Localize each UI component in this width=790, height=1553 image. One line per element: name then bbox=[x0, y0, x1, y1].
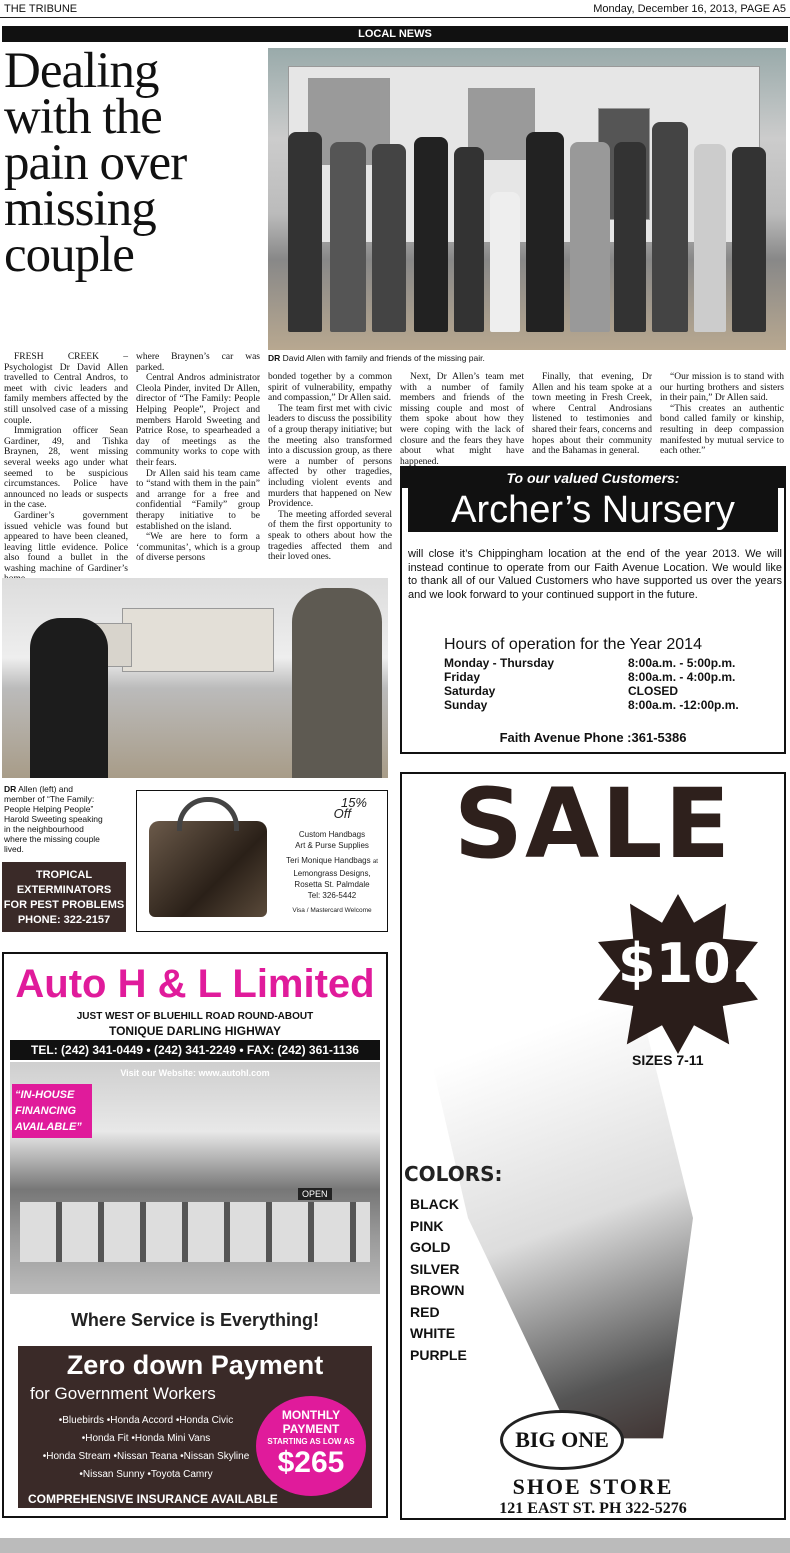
photo1-caption: DR David Allen with family and friends of the missing pair. bbox=[268, 353, 485, 363]
person-left bbox=[30, 618, 108, 778]
archers-name: Archer’s Nursery bbox=[408, 488, 778, 532]
newspaper-name: THE TRIBUNE bbox=[4, 3, 78, 15]
street-photo bbox=[2, 578, 388, 778]
date-page: Monday, December 16, 2013, PAGE A5 bbox=[593, 3, 786, 15]
models-list: •Bluebirds •Honda Accord •Honda Civic •Honda Fit •Honda Mini Vans •Honda Stream •Nissan Teana •Nissan Skyline •Nissan Sunny •Toyota Camry bbox=[42, 1415, 250, 1480]
article-col-4: Next, Dr Allen’s team met with a number of family members and friends of the missing couple and most of them spoke about how they were coping with the lack of closure and the fears they have about what might have happened. bbox=[400, 372, 524, 467]
zero-down-box bbox=[18, 1346, 372, 1508]
sale-price: $10.00 bbox=[618, 932, 785, 995]
article-col-2: where Braynen’s car was parked. Central Andros administrator Cleola Pinder, invited Dr Allen, director of “The Family: People Helping People”, Project and members Harold Sweeting and Patrice Rose, to spearheaded a day of meetings as the community works to cope with their fears. Dr Allen said his team came to “stand with them in the pain” and arrange for a free and confidential “Family” group therapy initiative to be established on the island. “We are here to form a ‘communitas’, which is a group of diverse persons bbox=[136, 352, 260, 564]
zero-down-title: Zero down Payment bbox=[66, 1350, 324, 1380]
discount-percent: 15% bbox=[340, 795, 367, 810]
article-col-3: bonded together by a common spirit of vulnerability, empathy and compassion,” Dr Allen said. The team first met with civic leaders to discuss the possibility of a group therapy initiative; but the meeting also transformed into a discussion group, as there were a number of persons affected by other tragedies, including violent events and murders that happened on New Providence. The meeting afforded several of them the first opportunity to speak to others about how the tragedies affected them and their loved ones. bbox=[268, 372, 392, 563]
archers-band: To our valued Customers: bbox=[402, 468, 784, 488]
article-col-5: Finally, that evening, Dr Allen and his team spoke at a town meeting in Fresh Creek, where Central Androsians listened to testimonies and shared their fears, concerns and hopes about their community and the Bahamas in general. bbox=[532, 372, 653, 457]
financing-badge: “IN-HOUSE FINANCING AVAILABLE” bbox=[12, 1084, 92, 1138]
colors-list: BLACK PINK GOLD SILVER BROWN RED WHITE PURPLE bbox=[410, 1196, 467, 1363]
headline-line: pain over bbox=[4, 135, 187, 191]
footer-band bbox=[0, 1538, 790, 1553]
auto-hl-ad bbox=[2, 952, 388, 1518]
article-headline bbox=[4, 43, 266, 283]
headline-line: with the bbox=[4, 89, 162, 145]
car-lot-photo bbox=[10, 1062, 380, 1294]
archers-body: will close it’s Chippingham location at the end of the year 2013. We will instead continue to operate from our Faith Avenue Location. We would like to thank all of our Valued Customers who have supported us over the years and we look forward to your continued support in the future. bbox=[408, 548, 782, 601]
sale-title: SALE bbox=[453, 768, 733, 880]
archers-phone: Faith Avenue Phone :361-5386 bbox=[499, 730, 687, 745]
auto-phone-bar: TEL: (242) 341-0449 • (242) 341-2249 • FAX: (242) 361-1136 bbox=[10, 1040, 380, 1060]
govt-workers: for Government Workers bbox=[30, 1384, 216, 1403]
house bbox=[122, 608, 274, 672]
colors-title: COLORS: bbox=[404, 1162, 503, 1186]
shoe-sale-ad bbox=[400, 768, 786, 1520]
headline-line: couple bbox=[4, 227, 134, 283]
auto-website: Visit our Website: www.autohl.com bbox=[120, 1068, 270, 1078]
insurance: COMPREHENSIVE INSURANCE AVAILABLE bbox=[28, 1492, 278, 1506]
big-one-logo: BIG ONE bbox=[500, 1410, 624, 1470]
auto-slogan: Where Service is Everything! bbox=[70, 1310, 320, 1330]
headline-line: missing bbox=[4, 181, 156, 237]
headline-line: Dealing bbox=[4, 43, 159, 99]
section-bar: LOCAL NEWS bbox=[2, 26, 788, 42]
handbag-image bbox=[149, 821, 267, 917]
hours-title: Hours of operation for the Year 2014 bbox=[444, 636, 702, 653]
header-rule bbox=[0, 17, 790, 18]
article-col-1: FRESH CREEK – Psychologist Dr David Allen travelled to Central Andros, to meet with civic leaders and family members affected by the still unsolved case of a missing couple. Immigration officer Sean Gardiner, 49, and Tishka Braynen, 28, went missing several weeks ago under what seemed to be suspicious circumstances. Police have announced no leads or suspects in the case. Gardiner’s government issued vehicle was found but appeared to have been cleaned, leaving little evidence. Police also found a bullet in the washing machine of Gardiner’s bbox=[4, 352, 128, 574]
discount-off: Off bbox=[333, 806, 351, 821]
open-sign: OPEN bbox=[298, 1188, 332, 1200]
article-col-6: “Our mission is to stand with our hurting brothers and sisters in their pain,” Dr Allen said. “This creates an authentic bond called family or kinship, resulting in deep compassion manifested by mutual service to each other.” bbox=[660, 372, 784, 457]
auto-name: Auto H & L Limited bbox=[15, 962, 375, 1006]
photo2-caption: DR Allen (left) and member of “The Family: People Helping People” Harold Sweeting speaking in the neighbourhood where the missing couple lived. bbox=[4, 784, 103, 854]
person-right bbox=[292, 588, 382, 778]
group-photo bbox=[268, 48, 786, 350]
exterminators-ad: TROPICAL EXTERMINATORS FOR PEST PROBLEMS PHONE: 322-2157 bbox=[2, 862, 126, 932]
handbag-handle bbox=[177, 797, 239, 831]
auto-address2: TONIQUE DARLING HIGHWAY bbox=[108, 1024, 281, 1038]
cars bbox=[20, 1202, 370, 1262]
handbag-ad: 15% Off Custom Handbags Art & Purse Supplies Teri Monique Handbags at Lemongrass Designs, Rosetta St. Palmdale Tel: 326-5442 Visa / Mastercard Welcome bbox=[136, 790, 388, 932]
store-name: SHOE STORE bbox=[512, 1474, 674, 1499]
archers-nursery-ad bbox=[400, 466, 786, 754]
sizes: SIZES 7-11 bbox=[632, 1052, 704, 1068]
hours-table: Monday - Thursday 8:00a.m. - 5:00p.m. Friday 8:00a.m. - 4:00p.m. Saturday CLOSED Sunday 8:00a.m. -12:00p.m. bbox=[444, 656, 739, 712]
monthly-payment-burst: MONTHLY PAYMENT STARTING AS LOW AS $265 bbox=[256, 1396, 366, 1496]
auto-address1: JUST WEST OF BLUEHILL ROAD ROUND-ABOUT bbox=[76, 1011, 314, 1022]
store-address: 121 EAST ST. PH 322-5276 bbox=[499, 1500, 687, 1517]
